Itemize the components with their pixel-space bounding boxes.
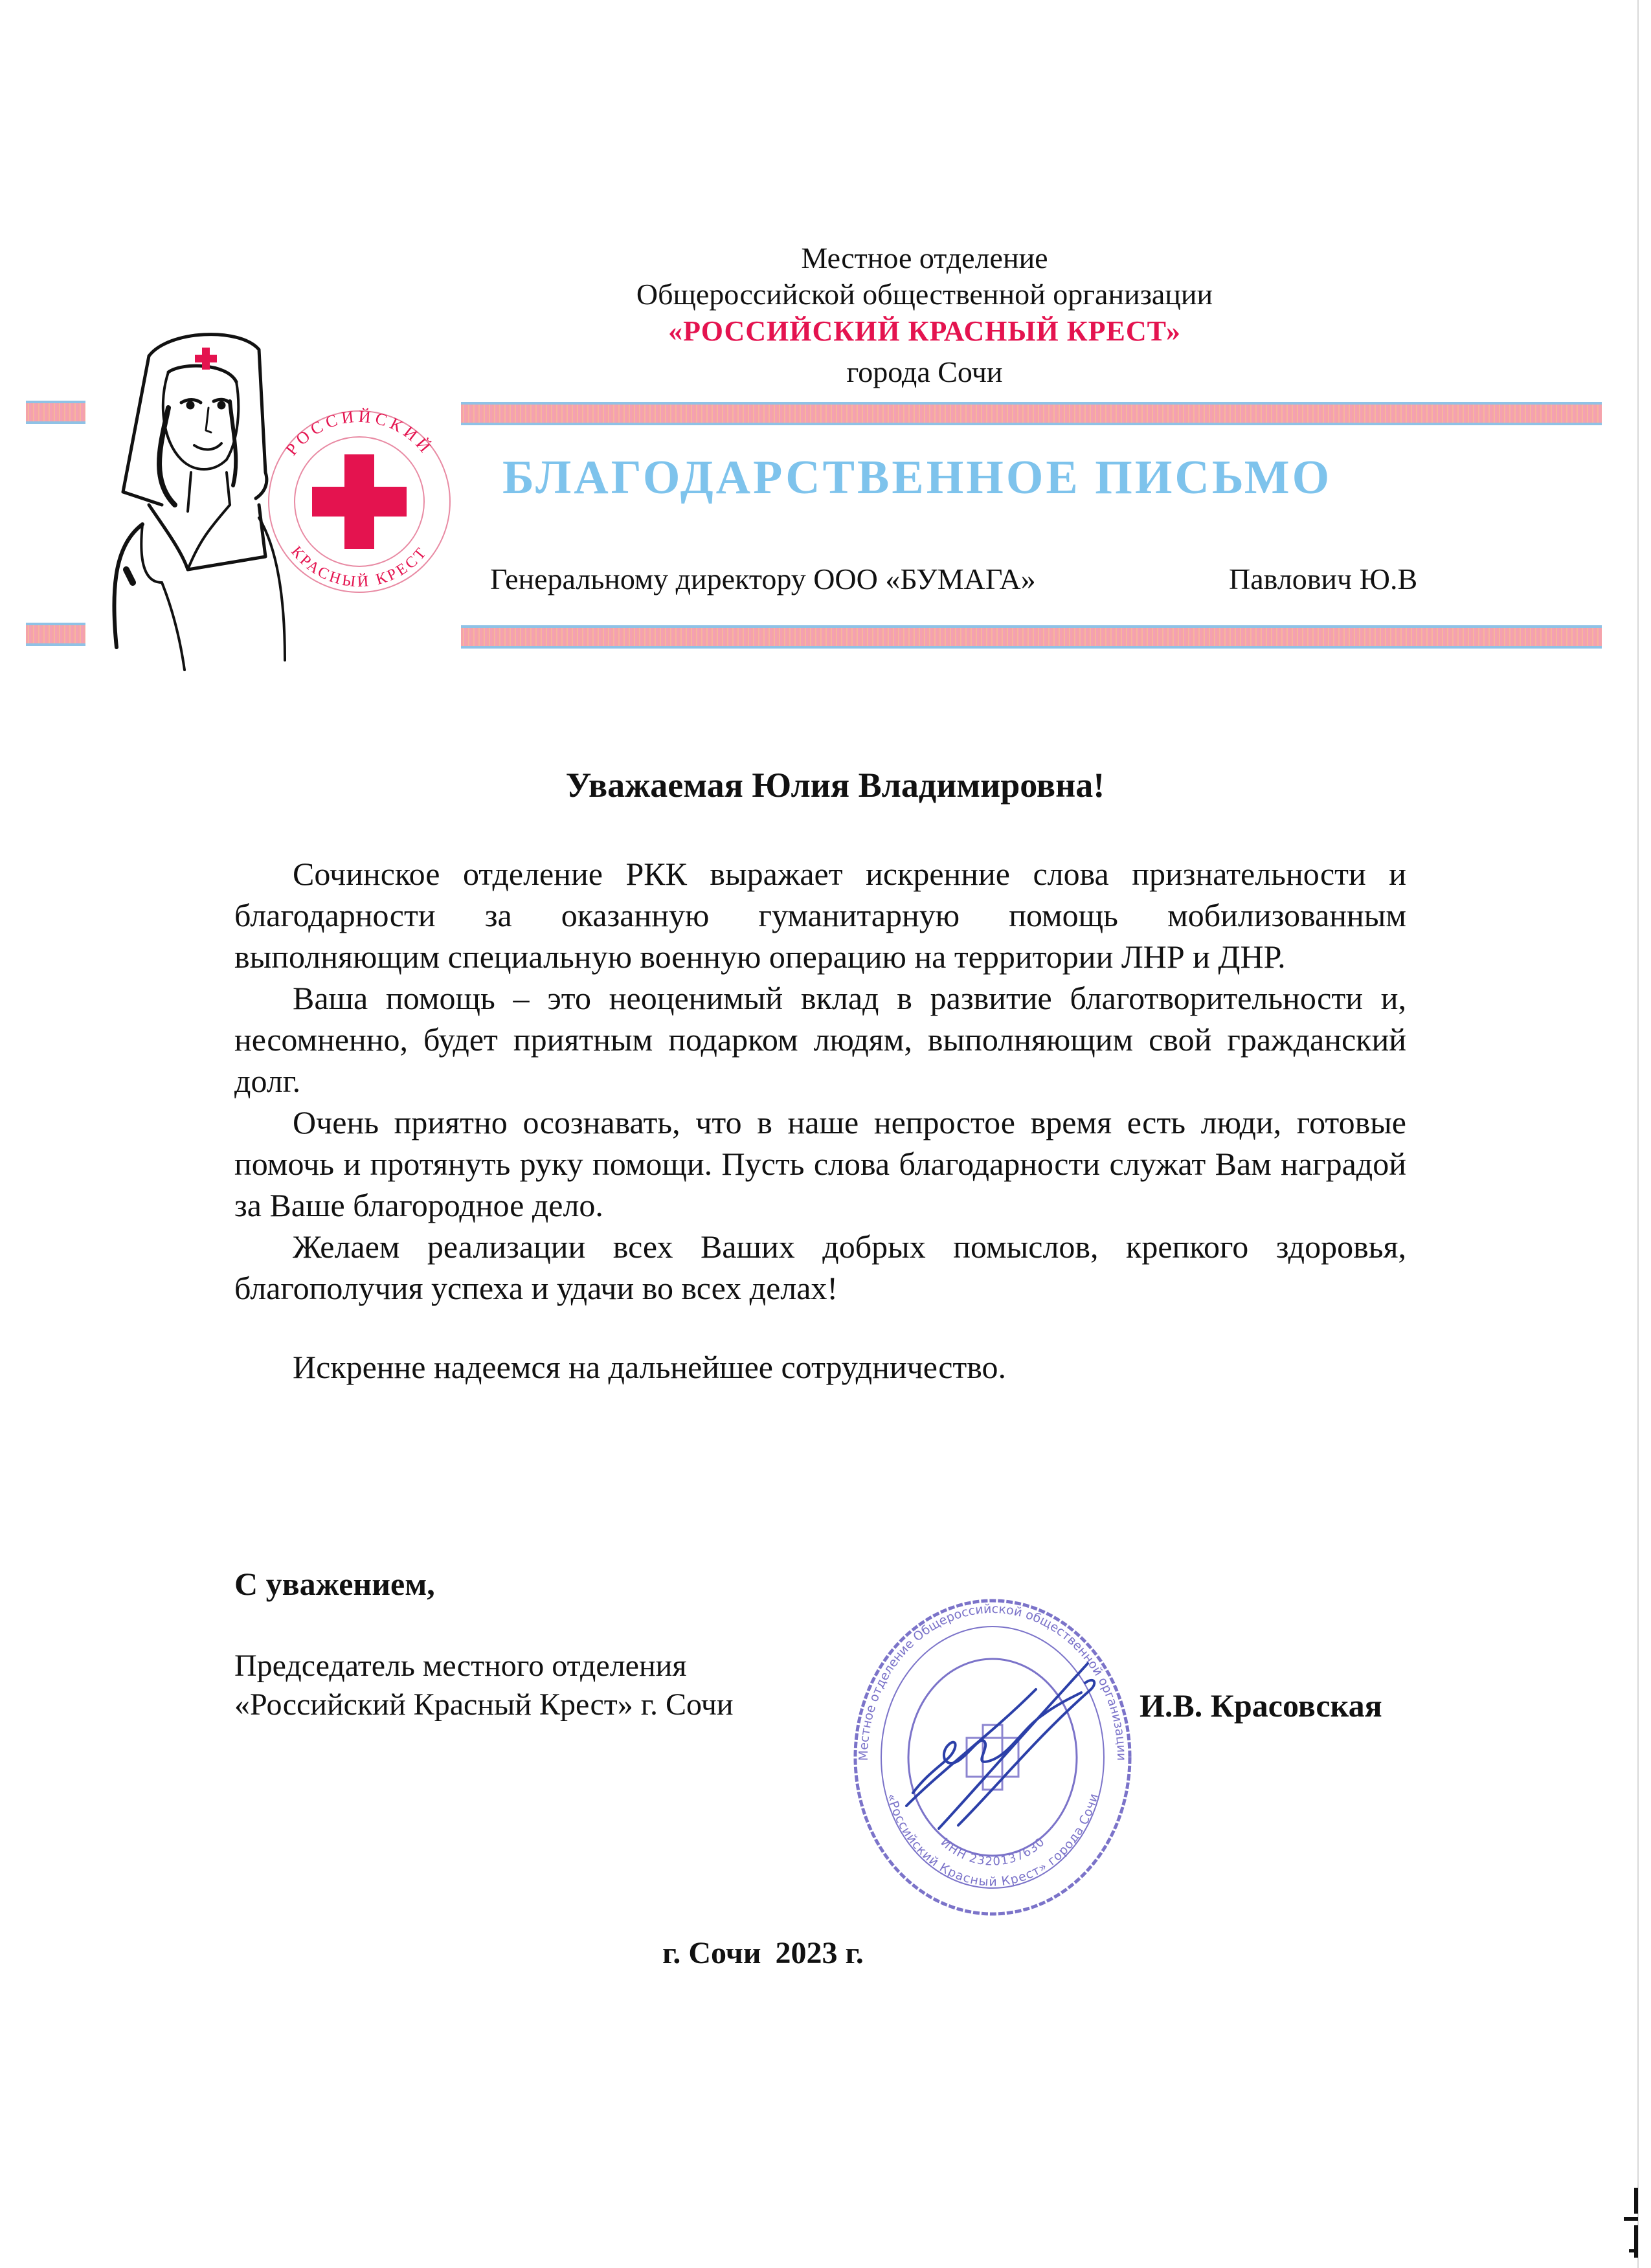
signer-title-line-1: Председатель местного отделения [234,1649,687,1683]
header-org-name [212,315,1637,348]
stamp-inn-text: ИНН 2320137630 [938,1835,1048,1869]
logo-ring-text-top: РОССИЙСКИЙ [282,408,437,459]
header-line-4 [212,355,1637,389]
recipient-name: Павлович Ю.В [1229,562,1418,595]
red-cross-logo [265,408,453,595]
signer-name: И.В. Красовская [1140,1687,1382,1724]
logo-ring-text-bottom: КРАСНЫЙ КРЕСТ [287,543,431,591]
scan-edge-marks [1619,2188,1638,2265]
stamp-outer-text: Местное отделение Общероссийской общественной организации [856,1601,1129,1761]
header-text: Общероссийской общественной организации [636,278,1213,311]
decorative-stripe [461,625,1602,649]
document-title: БЛАГОДАРСТВЕННОЕ ПИСЬМО [502,451,1332,504]
org-name-text: «РОССИЙСКИЙ КРАСНЫЙ КРЕСТ» [668,315,1181,347]
body-paragraph: Ваша помощь – это неоценимый вклад в развитие благотворительности и, несомненно, будет приятным подарком людям, выполняющим свой гражданский долг. [234,980,1406,1099]
signer-title-line-2: «Российский Красный Крест» г. Сочи [234,1687,734,1722]
header-line-2 [212,277,1637,311]
salutation: Уважаемая Юлия Владимировна! [565,766,1105,805]
header-text: города Сочи [846,355,1003,388]
stamp-inner-text: «Российский Красный Крест» города Сочи [884,1792,1101,1889]
closing-phrase: С уважением, [234,1566,435,1602]
header-text: Местное отделение [801,241,1048,274]
letter-body [234,853,1406,1388]
header-line-1 [212,241,1637,275]
place-and-date [662,1935,864,1971]
red-cross-icon [312,454,407,549]
body-paragraph: Сочинское отделение РКК выражает искренние слова признательности и благодарности за оказанную гуманитарную помощь мобилизованным выполняющим специальную военную операцию на территории ЛНР и ДНР. [234,856,1406,975]
year: 2023 г. [775,1936,864,1970]
body-paragraph: Очень приятно осознавать, что в наше непростое время есть люди, готовые помочь и протянуть руку помощи. Пусть слова благодарности служат Вам наградой за Ваше благородное дело. [234,1104,1406,1223]
scan-edge-line [1637,0,1639,2268]
recipient-position: Генеральному директору ООО «БУМАГА» [490,562,1036,595]
handwritten-signature [893,1644,1101,1832]
body-paragraph: Искренне надеемся на дальнейшее сотрудничество. [293,1349,1007,1385]
place: г. Сочи [662,1936,761,1970]
body-paragraph: Желаем реализации всех Ваших добрых помыслов, крепкого здоровья, благополучия успеха и удачи во всех делах! [234,1228,1406,1306]
decorative-stripe [461,402,1602,425]
